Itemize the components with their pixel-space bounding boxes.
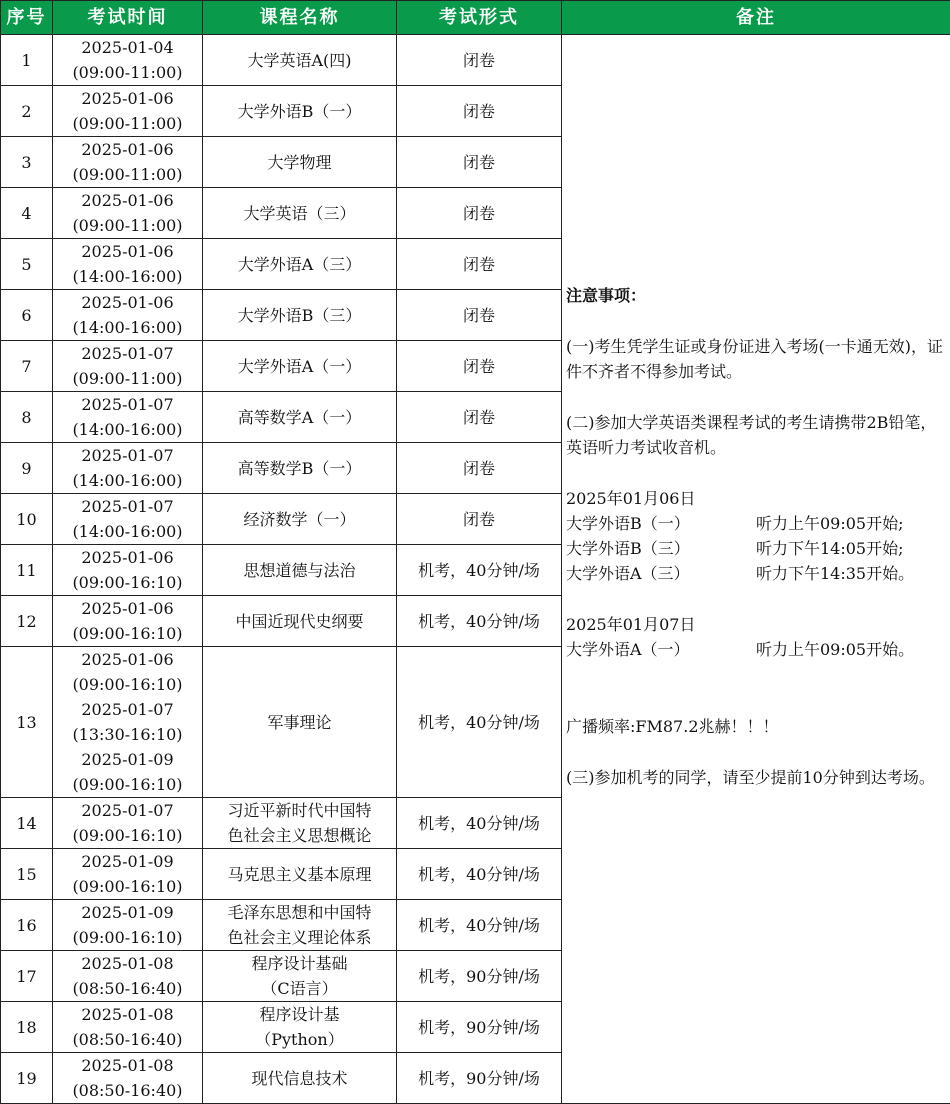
time-line: 2025-01-06 (57, 188, 198, 213)
listening-course: 大学外语B（一） (566, 511, 756, 536)
listening-course: 大学外语B（三） (566, 536, 756, 561)
listening-course: 大学外语A（三） (566, 561, 756, 586)
cell-course (203, 392, 397, 443)
cell-course (203, 35, 397, 86)
course-line: 大学英语A(四) (207, 48, 392, 73)
notes-item-1: (一)考生凭学生证或身份证进入考场(一卡通无效)，证件不齐者不得参加考试。 (566, 334, 948, 384)
course-line: 经济数学（一） (207, 507, 392, 532)
cell-form: 机考，40分钟/场 (397, 900, 562, 951)
time-line: 2025-01-06 (57, 137, 198, 162)
course-line: 大学外语B（三） (207, 303, 392, 328)
cell-form: 机考，90分钟/场 (397, 1053, 562, 1104)
time-line: (09:00-11:00) (57, 111, 198, 136)
cell-seq: 5 (1, 239, 53, 290)
cell-form: 机考，40分钟/场 (397, 545, 562, 596)
cell-form: 闭卷 (397, 188, 562, 239)
cell-course (203, 951, 397, 1002)
time-line: (09:00-16:10) (57, 772, 198, 797)
time-line: 2025-01-08 (57, 1053, 198, 1078)
listening-row (566, 637, 948, 662)
listening-time: 听力下午14:05开始; (756, 536, 904, 561)
cell-time (53, 798, 203, 849)
time-line: 2025-01-09 (57, 849, 198, 874)
time-line: (09:00-11:00) (57, 60, 198, 85)
cell-time (53, 35, 203, 86)
time-line: 2025-01-08 (57, 1002, 198, 1027)
header-time: 考试时间 (53, 1, 203, 35)
listening-course: 大学外语A（一） (566, 637, 756, 662)
course-line: 军事理论 (207, 710, 392, 735)
cell-course (203, 188, 397, 239)
header-course: 课程名称 (203, 1, 397, 35)
cell-time (53, 239, 203, 290)
time-line: (08:50-16:40) (57, 976, 198, 1001)
time-line: (09:00-16:10) (57, 672, 198, 697)
notes-cell (562, 35, 950, 1104)
cell-form: 闭卷 (397, 86, 562, 137)
time-line: (13:30-16:10) (57, 722, 198, 747)
course-line: 毛泽东思想和中国特 (207, 900, 392, 925)
listening-row (566, 536, 948, 561)
cell-course (203, 596, 397, 647)
course-line: （Python） (207, 1027, 392, 1052)
cell-course (203, 647, 397, 798)
cell-seq: 9 (1, 443, 53, 494)
cell-course (203, 545, 397, 596)
listening-time: 听力下午14:35开始。 (756, 561, 914, 586)
cell-form: 闭卷 (397, 290, 562, 341)
time-line: 2025-01-07 (57, 392, 198, 417)
course-line: 程序设计基础 (207, 951, 392, 976)
cell-seq: 1 (1, 35, 53, 86)
course-line: 程序设计基 (207, 1002, 392, 1027)
cell-form: 机考，40分钟/场 (397, 798, 562, 849)
time-line: 2025-01-06 (57, 545, 198, 570)
cell-time (53, 443, 203, 494)
cell-time (53, 86, 203, 137)
cell-course (203, 1053, 397, 1104)
course-line: 大学外语B（一） (207, 99, 392, 124)
cell-seq: 17 (1, 951, 53, 1002)
course-line: 马克思主义基本原理 (207, 862, 392, 887)
course-line: 中国近现代史纲要 (207, 609, 392, 634)
cell-time (53, 900, 203, 951)
cell-time (53, 494, 203, 545)
course-line: 习近平新时代中国特 (207, 798, 392, 823)
header-note: 备注 (562, 1, 950, 35)
listening-time: 听力上午09:05开始。 (756, 637, 914, 662)
cell-course (203, 239, 397, 290)
course-line: 现代信息技术 (207, 1066, 392, 1091)
cell-seq: 11 (1, 545, 53, 596)
cell-time (53, 951, 203, 1002)
listening-date-2: 2025年01月07日 (566, 612, 948, 637)
time-line: 2025-01-08 (57, 951, 198, 976)
time-line: (14:00-16:00) (57, 264, 198, 289)
cell-course (203, 86, 397, 137)
course-line: 大学物理 (207, 150, 392, 175)
time-line: 2025-01-07 (57, 697, 198, 722)
cell-seq: 6 (1, 290, 53, 341)
cell-course (203, 849, 397, 900)
listening-row (566, 511, 948, 536)
cell-form: 闭卷 (397, 443, 562, 494)
time-line: (09:00-16:10) (57, 823, 198, 848)
time-line: (14:00-16:00) (57, 468, 198, 493)
time-line: 2025-01-06 (57, 290, 198, 315)
cell-time (53, 545, 203, 596)
course-line: 大学外语A（三） (207, 252, 392, 277)
header-row (1, 1, 950, 35)
cell-course (203, 290, 397, 341)
cell-form: 机考，40分钟/场 (397, 647, 562, 798)
time-line: (09:00-16:10) (57, 621, 198, 646)
cell-form: 机考，40分钟/场 (397, 849, 562, 900)
time-line: (14:00-16:00) (57, 315, 198, 340)
time-line: (09:00-11:00) (57, 366, 198, 391)
time-line: 2025-01-07 (57, 341, 198, 366)
cell-time (53, 596, 203, 647)
time-line: 2025-01-07 (57, 494, 198, 519)
time-line: 2025-01-09 (57, 747, 198, 772)
header-seq: 序号 (1, 1, 53, 35)
time-line: (09:00-16:10) (57, 925, 198, 950)
cell-form: 机考，90分钟/场 (397, 1002, 562, 1053)
time-line: (09:00-16:10) (57, 874, 198, 899)
time-line: (14:00-16:00) (57, 417, 198, 442)
notes-item-2: (二)参加大学英语类课程考试的考生请携带2B铅笔，英语听力考试收音机。 (566, 410, 948, 460)
cell-form: 闭卷 (397, 137, 562, 188)
table-row (1, 35, 950, 86)
cell-course (203, 900, 397, 951)
cell-form: 闭卷 (397, 239, 562, 290)
cell-form: 闭卷 (397, 341, 562, 392)
time-line: 2025-01-06 (57, 239, 198, 264)
cell-form: 闭卷 (397, 35, 562, 86)
course-line: 大学英语（三） (207, 201, 392, 226)
cell-form: 闭卷 (397, 392, 562, 443)
cell-course (203, 137, 397, 188)
course-line: 思想道德与法治 (207, 558, 392, 583)
cell-seq: 13 (1, 647, 53, 798)
cell-seq: 4 (1, 188, 53, 239)
cell-seq: 19 (1, 1053, 53, 1104)
course-line: 大学外语A（一） (207, 354, 392, 379)
cell-time (53, 1002, 203, 1053)
notes-heading: 注意事项： (566, 283, 948, 308)
cell-time (53, 849, 203, 900)
time-line: (08:50-16:40) (57, 1078, 198, 1103)
time-line: 2025-01-04 (57, 35, 198, 60)
cell-time (53, 290, 203, 341)
listening-row (566, 561, 948, 586)
cell-form: 机考，90分钟/场 (397, 951, 562, 1002)
cell-seq: 10 (1, 494, 53, 545)
table-body (1, 35, 950, 1104)
listening-time: 听力上午09:05开始; (756, 511, 904, 536)
course-line: 色社会主义思想概论 (207, 823, 392, 848)
time-line: (09:00-11:00) (57, 162, 198, 187)
cell-time (53, 188, 203, 239)
cell-course (203, 443, 397, 494)
course-line: 高等数学A（一） (207, 405, 392, 430)
time-line: 2025-01-07 (57, 798, 198, 823)
course-line: 高等数学B（一） (207, 456, 392, 481)
cell-seq: 7 (1, 341, 53, 392)
course-line: （C语言） (207, 976, 392, 1001)
time-line: 2025-01-06 (57, 647, 198, 672)
cell-time (53, 647, 203, 798)
notes-item-3: (三)参加机考的同学，请至少提前10分钟到达考场。 (566, 765, 948, 790)
time-line: (14:00-16:00) (57, 519, 198, 544)
cell-seq: 8 (1, 392, 53, 443)
cell-form: 闭卷 (397, 494, 562, 545)
cell-course (203, 494, 397, 545)
radio-frequency: 广播频率:FM87.2兆赫！！！ (566, 714, 948, 739)
time-line: (09:00-16:10) (57, 570, 198, 595)
time-line: 2025-01-09 (57, 900, 198, 925)
time-line: 2025-01-07 (57, 443, 198, 468)
time-line: (08:50-16:40) (57, 1027, 198, 1052)
cell-seq: 16 (1, 900, 53, 951)
time-line: 2025-01-06 (57, 86, 198, 111)
time-line: 2025-01-06 (57, 596, 198, 621)
cell-seq: 15 (1, 849, 53, 900)
listening-date-1: 2025年01月06日 (566, 486, 948, 511)
header-form: 考试形式 (397, 1, 562, 35)
cell-course (203, 341, 397, 392)
cell-course (203, 798, 397, 849)
cell-form: 机考，40分钟/场 (397, 596, 562, 647)
cell-time (53, 392, 203, 443)
cell-seq: 12 (1, 596, 53, 647)
cell-seq: 18 (1, 1002, 53, 1053)
cell-seq: 3 (1, 137, 53, 188)
cell-time (53, 137, 203, 188)
course-line: 色社会主义理论体系 (207, 925, 392, 950)
cell-time (53, 1053, 203, 1104)
cell-seq: 2 (1, 86, 53, 137)
cell-time (53, 341, 203, 392)
time-line: (09:00-11:00) (57, 213, 198, 238)
cell-course (203, 1002, 397, 1053)
cell-seq: 14 (1, 798, 53, 849)
